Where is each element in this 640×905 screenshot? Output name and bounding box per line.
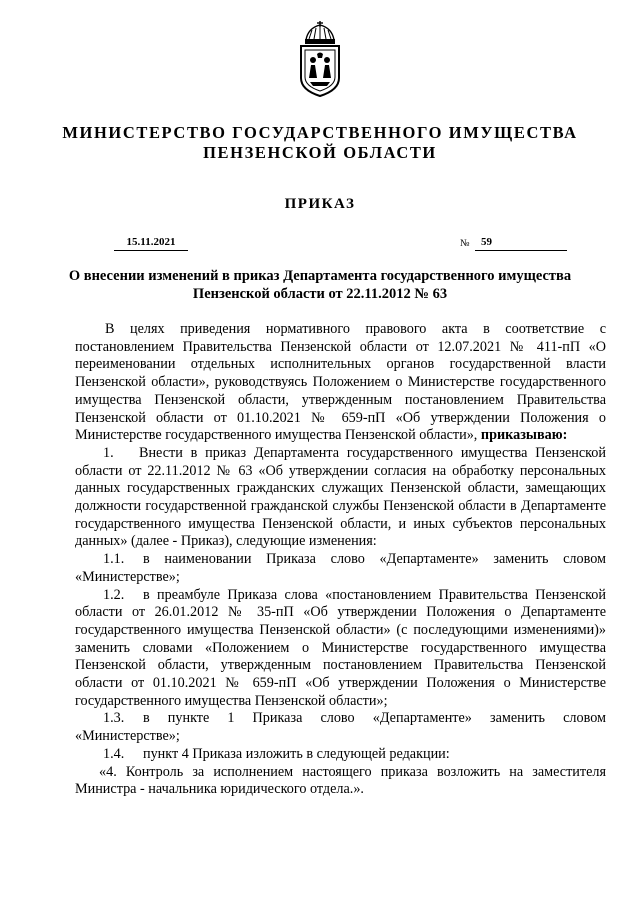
document-type-title: ПРИКАЗ <box>284 196 356 212</box>
heading-line2: Пензенской области от 22.11.2012 № 63 <box>192 286 448 302</box>
item-1-2-text: в преамбуле Приказа слова «постановлением Правительства Пензенской области от 26.01.2012 № 35-пП «Об утверждении Положения о Департаменте государственного имущества Пензенской области» (с последующими изменениями)» заменить словами «Положением о Министерстве государственного имущества Пензенской области, утвержденным постановлением Правительства Пензенской области от 01.10.2021 № 659-пП «Об утверждении Положения о Министерстве государственного имущества Пензенской области»; <box>75 586 606 709</box>
item-1-4 <box>75 746 606 764</box>
item-1-1-label: 1.1. <box>103 551 125 568</box>
preamble-paragraph <box>75 321 606 445</box>
item-1-2 <box>75 587 606 711</box>
coat-of-arms-icon <box>296 20 344 98</box>
item-1 <box>75 445 606 551</box>
document-body <box>75 321 606 799</box>
item-1-text: Внести в приказ Департамента государственного имущества Пензенской области от 22.11.2012 № 63 «Об утверждении согласия на обработку персональных данных государственных гражданских служащих Пензенской области, замещающих должности государственной гражданской службы Пензенской области в Департаменте государственного имущества Пензенской области, и иных субъектов персональных данных» (далее - Приказ), следующие изменения: <box>75 444 606 550</box>
item-1-3 <box>75 710 606 745</box>
quoted-clause: «4. Контроль за исполнением настоящего приказа возложить на заместителя Министра - начальника юридического отдела.». <box>75 763 606 798</box>
document-heading <box>60 267 580 303</box>
item-1-3-label: 1.3. <box>103 710 125 727</box>
item-1-4-text: пункт 4 Приказа изложить в следующей редакции: <box>143 745 450 762</box>
item-1-4-label: 1.4. <box>103 745 125 762</box>
item-1-1-text: в наименовании Приказа слово «Департаменте» заменить словом «Министерстве»; <box>75 551 606 585</box>
item-1-label: 1. <box>103 444 114 461</box>
item-1-2-label: 1.2. <box>103 586 125 603</box>
number-sign: № <box>460 238 470 249</box>
item-1-1 <box>75 551 606 586</box>
order-verb: приказываю: <box>480 427 568 444</box>
item-1-3-text: в пункте 1 Приказа слово «Департаменте» заменить словом «Министерстве»; <box>75 710 606 745</box>
order-number: 59 <box>475 236 567 251</box>
order-date: 15.11.2021 <box>114 236 188 251</box>
ministry-name-line2: ПЕНЗЕНСКОЙ ОБЛАСТИ <box>203 143 437 162</box>
preamble-text: В целях приведения нормативного правового акта в соответствие с постановлением Правительства Пензенской области от 12.07.2021 № 411-пП «О переименовании отдельных исполнительных органов государственной власти Пензенской области», руководствуясь Положением о Министерстве государственного имущества Пензенской области, утвержденным постановлением Правительства Пензенской области от 01.10.2021 № 659-пП «Об утверждении Положения о Министерстве государственного имущества Пензенской области», <box>75 321 606 444</box>
ministry-name-line1: МИНИСТЕРСТВО ГОСУДАРСТВЕННОГО ИМУЩЕСТВА <box>62 123 578 142</box>
heading-line1: О внесении изменений в приказ Департамента государственного имущества <box>68 268 572 284</box>
